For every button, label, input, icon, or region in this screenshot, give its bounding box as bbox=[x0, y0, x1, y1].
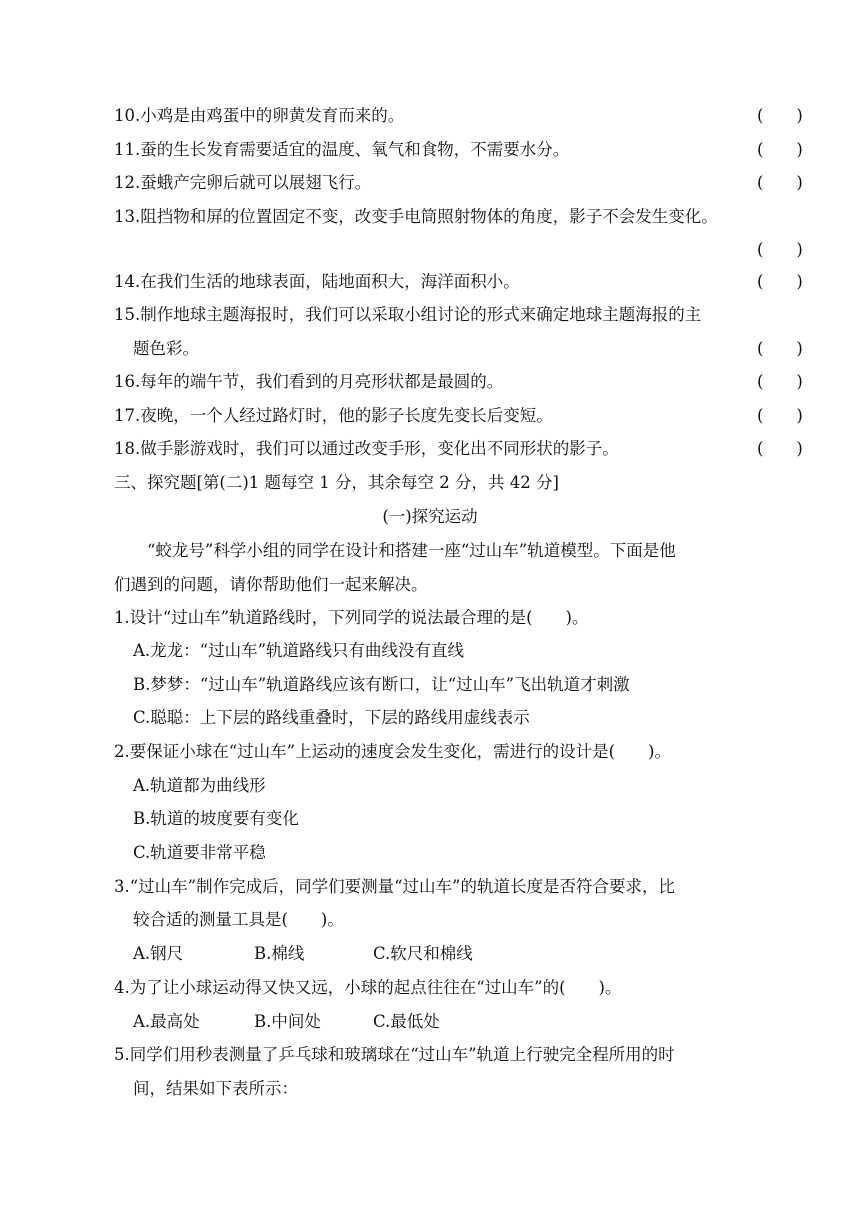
question-4-option-b[interactable]: B.中间处 bbox=[254, 1012, 321, 1031]
question-4-stem: 4.为了让小球运动得又快又远，小球的起点往往在“过山车”的( )。 bbox=[114, 978, 622, 997]
question-2-option-b[interactable]: B.轨道的坡度要有变化 bbox=[133, 809, 299, 828]
question-5-stem-line2: 间，结果如下表所示： bbox=[133, 1079, 298, 1098]
question-3-option-a[interactable]: A.钢尺 bbox=[133, 944, 184, 963]
judge-item-text: 15.制作地球主题海报时，我们可以采取小组讨论的形式来确定地球主题海报的主 bbox=[114, 305, 702, 324]
judge-item-14 bbox=[114, 270, 860, 294]
judge-item-15 bbox=[114, 303, 860, 327]
question-2-option-a[interactable]: A.轨道都为曲线形 bbox=[133, 776, 266, 795]
answer-blank[interactable]: ( ) bbox=[757, 272, 803, 291]
question-4-option-a[interactable]: A.最高处 bbox=[133, 1012, 200, 1031]
question-1-stem: 1.设计“过山车”轨道路线时，下列同学的说法最合理的是( )。 bbox=[114, 608, 589, 627]
judge-item-text: 16.每年的端午节，我们看到的月亮形状都是最圆的。 bbox=[114, 372, 504, 391]
judge-item-text: 11.蚕的生长发育需要适宜的温度、氧气和食物，不需要水分。 bbox=[114, 140, 570, 159]
judge-item-13 bbox=[114, 205, 860, 229]
answer-blank[interactable]: ( ) bbox=[757, 240, 803, 259]
question-4-option-c[interactable]: C.最低处 bbox=[373, 1012, 440, 1031]
answer-blank[interactable]: ( ) bbox=[757, 173, 803, 192]
judge-item-text: 18.做手影游戏时，我们可以通过改变手形，变化出不同形状的影子。 bbox=[114, 439, 619, 458]
question-2-stem: 2.要保证小球在“过山车”上运动的速度会发生变化，需进行的设计是( )。 bbox=[114, 742, 671, 761]
judge-item-16 bbox=[114, 370, 860, 394]
question-3-option-b[interactable]: B.棉线 bbox=[254, 944, 305, 963]
judge-item-text: 题色彩。 bbox=[133, 339, 199, 358]
judge-item-11 bbox=[114, 138, 860, 162]
answer-blank[interactable]: ( ) bbox=[757, 106, 803, 125]
judge-item-18 bbox=[114, 437, 860, 461]
intro-paragraph-line1: “蛟龙号”科学小组的同学在设计和搭建一座“过山车”轨道模型。下面是他 bbox=[147, 541, 676, 560]
judge-item-text: 10.小鸡是由鸡蛋中的卵黄发育而来的。 bbox=[114, 106, 405, 125]
question-3-option-c[interactable]: C.软尺和棉线 bbox=[373, 944, 473, 963]
question-2-option-c[interactable]: C.轨道要非常平稳 bbox=[133, 843, 266, 862]
answer-blank[interactable]: ( ) bbox=[757, 372, 803, 391]
judge-item-10 bbox=[114, 104, 860, 128]
judge-item-text: 14.在我们生活的地球表面，陆地面积大，海洋面积小。 bbox=[114, 272, 520, 291]
question-1-option-a[interactable]: A.龙龙：“过山车”轨道路线只有曲线没有直线 bbox=[133, 641, 465, 660]
question-1-option-c[interactable]: C.聪聪：上下层的路线重叠时，下层的路线用虚线表示 bbox=[133, 708, 530, 727]
answer-blank[interactable]: ( ) bbox=[757, 140, 803, 159]
judge-item-text: 12.蚕蛾产完卵后就可以展翅飞行。 bbox=[114, 173, 372, 192]
judge-item-text: 17.夜晚，一个人经过路灯时，他的影子长度先变长后变短。 bbox=[114, 406, 553, 425]
answer-blank[interactable]: ( ) bbox=[757, 439, 803, 458]
question-1-option-b[interactable]: B.梦梦：“过山车”轨道路线应该有断口，让“过山车”飞出轨道才刺激 bbox=[133, 675, 630, 694]
intro-paragraph-line2: 们遇到的问题，请你帮助他们一起来解决。 bbox=[114, 575, 428, 594]
answer-blank[interactable]: ( ) bbox=[757, 406, 803, 425]
question-3-stem-line1: 3.“过山车”制作完成后，同学们要测量“过山车”的轨道长度是否符合要求，比 bbox=[114, 877, 675, 896]
judge-item-15-line2 bbox=[133, 337, 860, 361]
judge-item-17 bbox=[114, 404, 860, 428]
judge-item-12 bbox=[114, 171, 860, 195]
part-title: (一)探究运动 bbox=[382, 507, 478, 526]
answer-blank[interactable]: ( ) bbox=[757, 339, 803, 358]
judge-item-text: 13.阻挡物和屏的位置固定不变，改变手电筒照射物体的角度，影子不会发生变化。 bbox=[114, 207, 718, 226]
question-3-stem-line2: 较合适的测量工具是( )。 bbox=[133, 910, 344, 929]
section-heading: 三、探究题[第(二)1 题每空 1 分，其余每空 2 分，共 42 分] bbox=[114, 473, 559, 492]
question-5-stem-line1: 5.同学们用秒表测量了乒乓球和玻璃球在“过山车”轨道上行驶完全程所用的时 bbox=[114, 1045, 675, 1064]
